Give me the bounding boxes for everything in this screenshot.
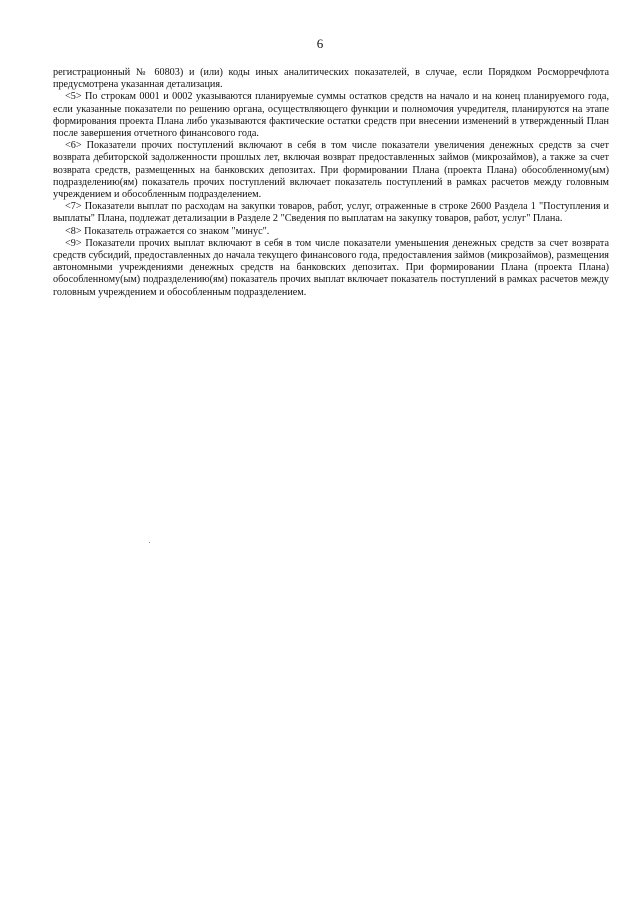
page-number: 6 [316,36,324,51]
scan-speck [149,542,150,543]
footnotes-text [53,67,609,299]
footnote-9: <9> Показатели прочих выплат включают в себя в том числе показатели уменьшения денежных средств за счет возврата средств субсидий, предоставленных до начала текущего финансового года, предоставления займов (микрозаймов), размещения автономными учреждениями денежных средств на банковских депозитах. При формировании Плана (проекта Плана) обособленному(ым) подразделению(ям) показатель прочих выплат включает показатель поступлений в рамках расчетов между головным учреждением и обособленным подразделением. [53,237,609,298]
footnote-5: <5> По строкам 0001 и 0002 указываются планируемые суммы остатков средств на начало и на конец планируемого года, если указанные показатели по решению органа, осуществляющего функции и полномочия учредителя, планируются на этапе формирования проекта Плана либо указываются фактические остатки средств при внесении изменений в утвержденный План после завершения отчетного финансового года. [53,91,609,140]
footnote-6: <6> Показатели прочих поступлений включают в себя в том числе показатели увеличения денежных средств за счет возврата дебиторской задолженности прошлых лет, включая возврат предоставленных займов (микрозаймов), а также за счет возврата средств, размещенных на банковских депозитах. При формировании Плана (проекта Плана) обособленному(ым) подразделению(ям) показатель прочих поступлений включает показатель поступлений в рамках расчетов между головным учреждением и обособленным подразделением. [53,140,609,201]
footnote-7: <7> Показатели выплат по расходам на закупки товаров, работ, услуг, отраженные в строке 2600 Раздела 1 "Поступления и выплаты" Плана, подлежат детализации в Разделе 2 "Сведения по выплатам на закупку товаров, работ, услуг" Плана. [53,201,609,225]
footnote-8: <8> Показатель отражается со знаком "минус". [65,225,270,237]
paragraph-continuation: регистрационный № 60803) и (или) коды иных аналитических показателей, в случае, если Порядком Росморречфлота предусмотрена указанная детализация. [53,67,609,91]
